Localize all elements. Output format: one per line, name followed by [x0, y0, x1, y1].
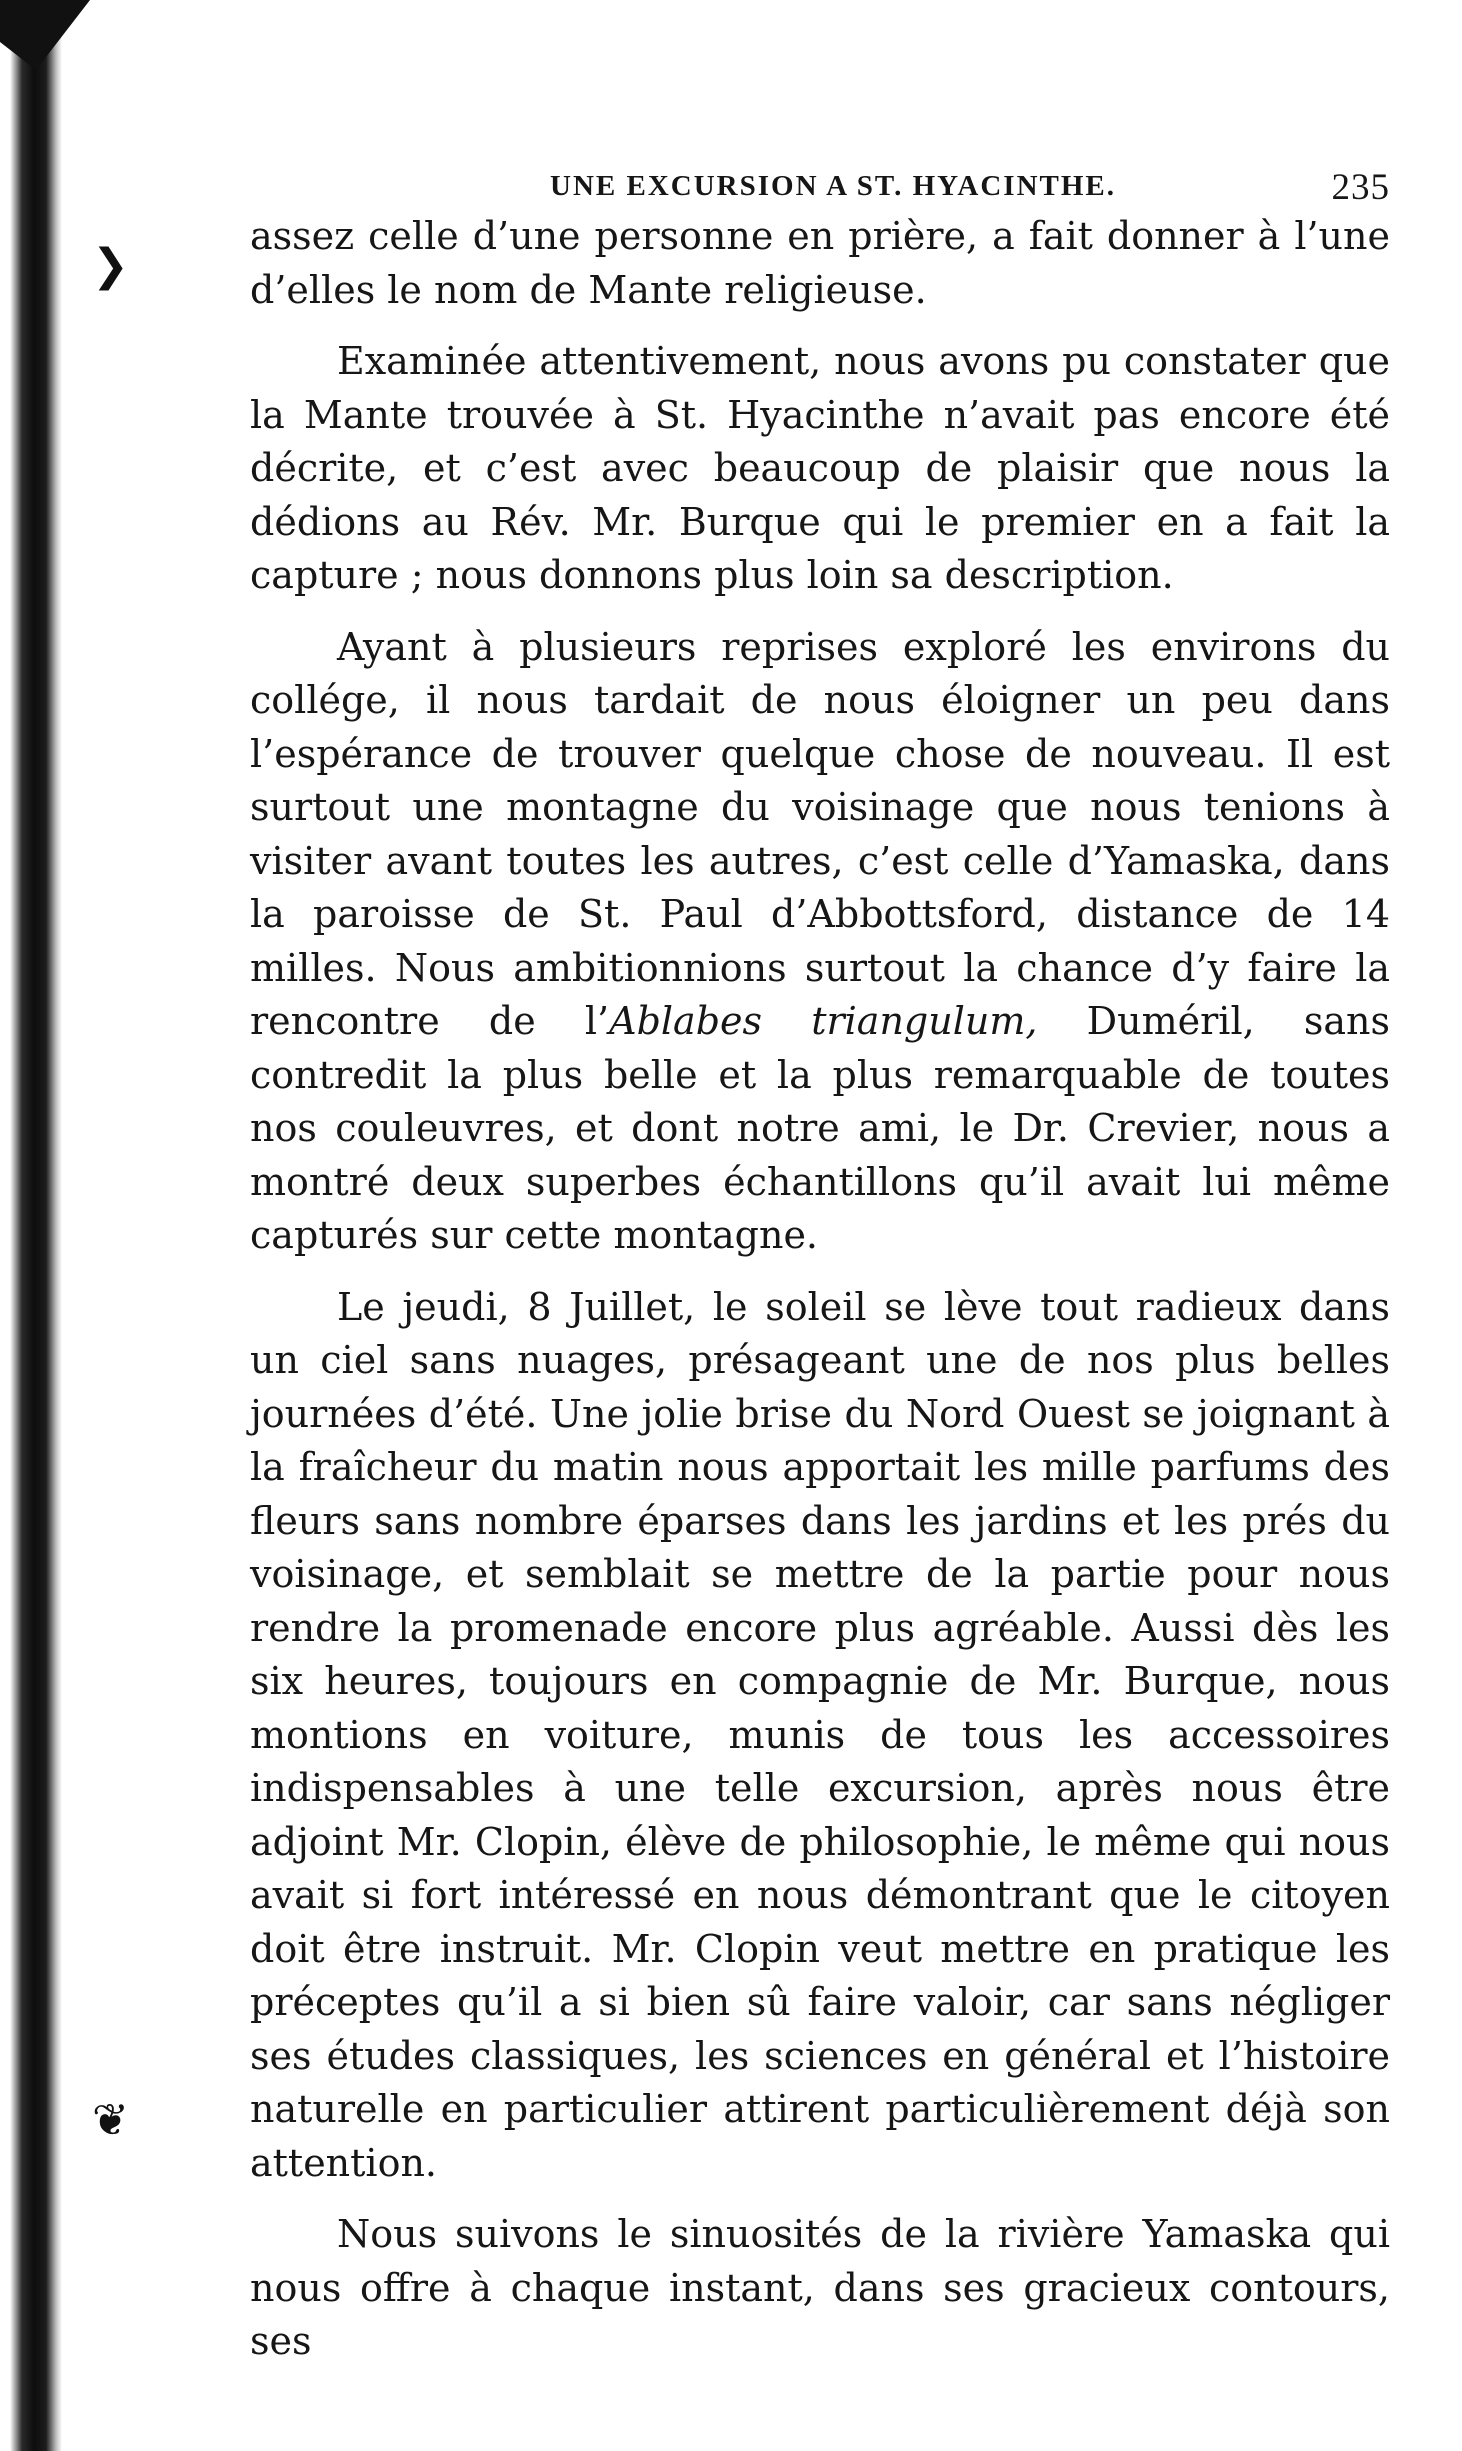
margin-mark: ❦ [92, 2095, 129, 2146]
running-title: UNE EXCURSION A ST. HYACINTHE. [550, 170, 1117, 202]
paragraph: Nous suivons le sinuosités de la rivière Yamaska qui nous offre à chaque instant, dans ses gracieux contours, ses [250, 2212, 1390, 2363]
running-head [250, 160, 1390, 208]
species-name: Ablabes triangulum, [609, 999, 1038, 1043]
paragraph-text: Duméril, sans contredit la plus belle et la plus remarquable de toutes nos couleuvres, et dont notre ami, le Dr. Crevier, nous a montré deux superbes échantillons qu’il avait lui même capturés sur cette montagne. [250, 999, 1390, 1257]
paragraph-text: Ayant à plusieurs reprises exploré les environs du collége, il nous tardait de nous éloigner un peu dans l’espérance de trouver quelque chose de nouveau. Il est surtout une montagne du voisinage que nous tenions à visiter avant toutes les autres, c’est celle d’Yamaska, dans la paroisse de St. Paul d’Abbottsford, distance de 14 milles. Nous ambitionnions surtout la chance d’y faire la rencontre de l’ [250, 624, 1390, 1043]
binding-edge [0, 0, 62, 2451]
paragraph [250, 621, 1390, 1263]
book-page [250, 160, 1390, 2379]
page-number: 235 [1331, 167, 1390, 208]
paragraph: Examinée attentivement, nous avons pu constater que la Mante trouvée à St. Hyacinthe n’avait pas encore été décrite, et c’est avec beaucoup de plaisir que nous la dédions au Rév. Mr. Burque qui le premier en a fait la capture ; nous donnons plus loin sa description. [250, 339, 1390, 597]
paragraph: Le jeudi, 8 Juillet, le soleil se lève tout radieux dans un ciel sans nuages, présageant une de nos plus belles journées d’été. Une jolie brise du Nord Ouest se joignant à la fraîcheur du matin nous apportait les mille parfums des fleurs sans nombre éparses dans les jardins et les prés du voisinage, et semblait se mettre de la partie pour nous rendre la promenade encore plus agréable. Aussi dès les six heures, toujours en compagnie de Mr. Burque, nous montions en voiture, munis de tous les accessoires indispensables à une telle excursion, après nous être adjoint Mr. Clopin, élève de philosophie, le même qui nous avait si fort intéressé en nous démontrant que le citoyen doit être instruit. Mr. Clopin veut mettre en pratique les préceptes qu’il a si bien sû faire valoir, car sans négliger ses études classiques, les sciences en général et l’histoire naturelle en particulier attirent particulièrement déjà son attention. [250, 1284, 1390, 2185]
margin-mark: ❯ [92, 240, 129, 291]
paragraph: assez celle d’une personne en prière, a fait donner à l’une d’elles le nom de Mante religieuse. [250, 214, 1390, 312]
